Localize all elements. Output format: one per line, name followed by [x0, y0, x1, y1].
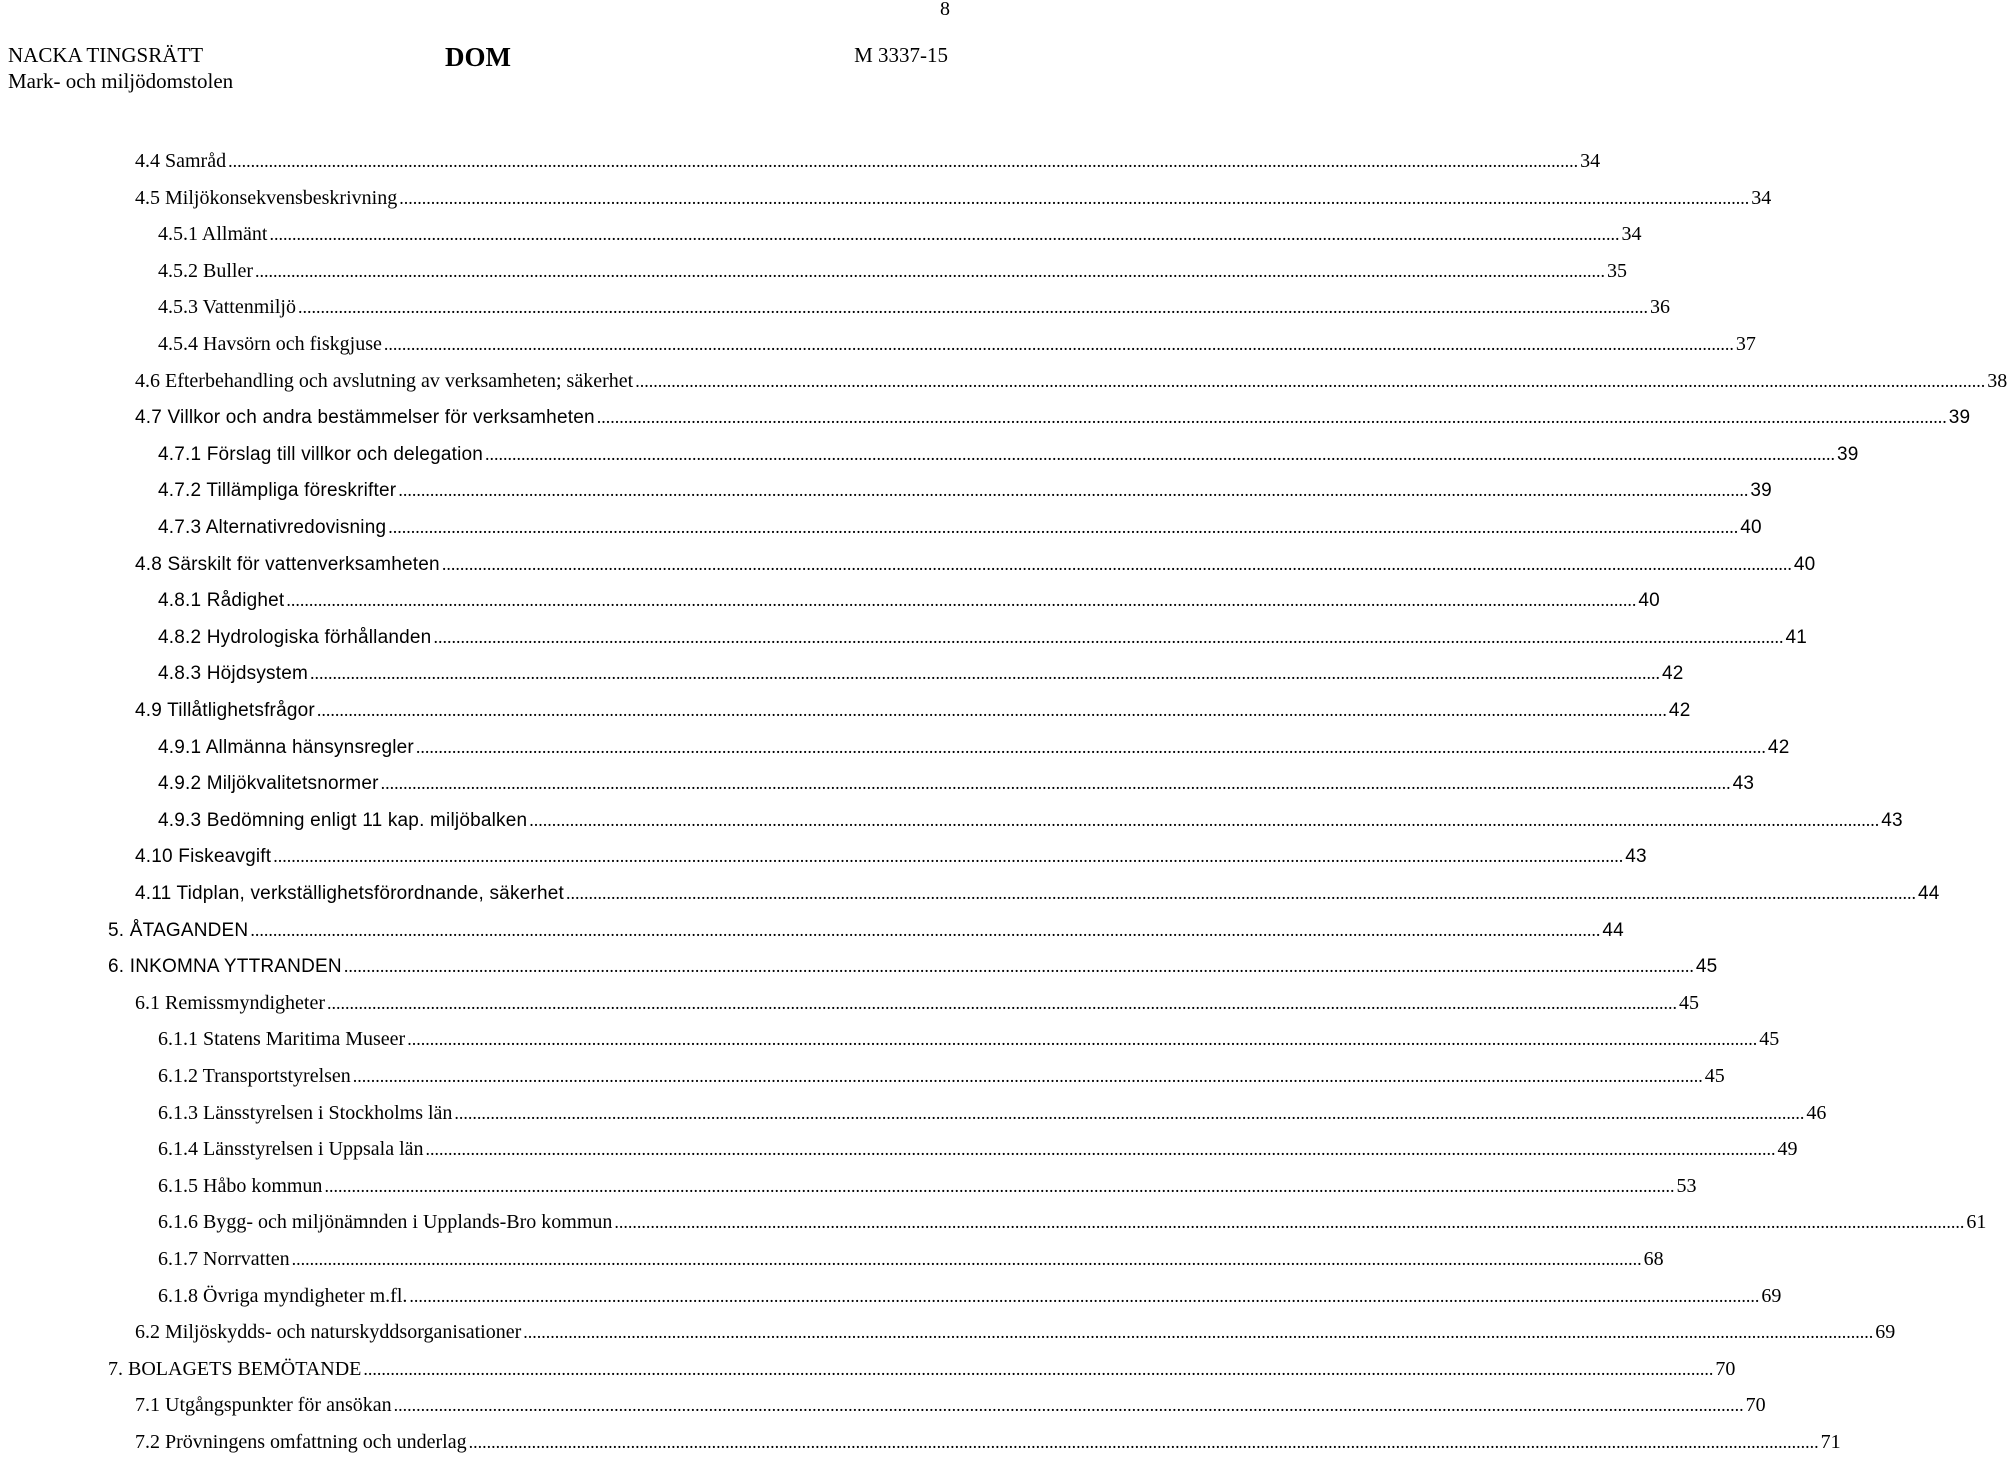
toc-entry-title: 7.1 Utgångspunkter för ansökan — [135, 1394, 392, 1416]
toc-entry-title: 6.1.4 Länsstyrelsen i Uppsala län — [158, 1138, 424, 1160]
toc-dot-leader: ............................................................................................................................................................................................................................................................................................................ — [291, 1249, 1642, 1269]
toc-entry-title: 4.8.2 Hydrologiska förhållanden — [158, 627, 432, 648]
toc-entry-title: 4.5.2 Buller — [158, 260, 253, 282]
toc-entry-title: 6.1.8 Övriga myndigheter m.fl. — [158, 1285, 408, 1307]
toc-entry-title: 4.6 Efterbehandling och avslutning av verksamheten; säkerhet — [135, 370, 634, 392]
toc-entry[interactable] — [108, 1354, 1736, 1384]
toc-entry-title: 6. INKOMNA YTTRANDEN — [108, 956, 342, 977]
toc-entry[interactable] — [158, 256, 1627, 286]
toc-dot-leader: ............................................................................................................................................................................................................................................................................................................ — [614, 1212, 1965, 1232]
toc-entry-page: 70 — [1745, 1394, 1766, 1416]
toc-dot-leader: ............................................................................................................................................................................................................................................................................................................ — [398, 480, 1749, 500]
toc-entry-title: 4.11 Tidplan, verkställighetsförordnande, säkerhet — [135, 883, 564, 904]
toc-dot-leader: ............................................................................................................................................................................................................................................................................................................ — [273, 846, 1624, 866]
toc-entry-title: 4.7.2 Tillämpliga föreskrifter — [158, 480, 397, 501]
toc-entry-title: 4.9.1 Allmänna hänsynsregler — [158, 737, 414, 758]
toc-entry[interactable] — [158, 512, 1762, 542]
toc-entry[interactable] — [158, 732, 1790, 762]
toc-entry-title: 4.7.1 Förslag till villkor och delegation — [158, 444, 484, 465]
toc-dot-leader: ............................................................................................................................................................................................................................................................................................................ — [269, 224, 1620, 244]
toc-entry[interactable] — [135, 1390, 1766, 1420]
toc-entry-title: 6.1.1 Statens Maritima Museer — [158, 1028, 406, 1050]
toc-dot-leader: ............................................................................................................................................................................................................................................................................................................ — [343, 956, 1694, 976]
toc-dot-leader: ............................................................................................................................................................................................................................................................................................................ — [352, 1066, 1703, 1086]
toc-entry-title: 4.9 Tillåtlighetsfrågor — [135, 700, 315, 721]
toc-dot-leader: ............................................................................................................................................................................................................................................................................................................ — [425, 1139, 1776, 1159]
toc-entry[interactable] — [158, 329, 1756, 359]
toc-entry-title: 4.7 Villkor och andra bestämmelser för verksamheten — [135, 407, 595, 428]
toc-entry-page: 53 — [1676, 1175, 1697, 1197]
toc-entry[interactable] — [158, 292, 1670, 322]
toc-entry-page: 42 — [1662, 663, 1684, 684]
toc-dot-leader: ............................................................................................................................................................................................................................................................................................................ — [310, 663, 1660, 683]
toc-entry[interactable] — [158, 658, 1684, 688]
toc-entry-page: 43 — [1881, 810, 1903, 831]
toc-entry-page: 46 — [1806, 1102, 1827, 1124]
toc-entry-page: 68 — [1643, 1248, 1664, 1270]
toc-entry-title: 4.5 Miljökonsekvensbeskrivning — [135, 187, 398, 209]
toc-entry[interactable] — [108, 915, 1624, 945]
toc-entry-title: 4.9.2 Miljökvalitetsnormer — [158, 773, 379, 794]
toc-entry-page: 34 — [1580, 150, 1601, 172]
court-name-line2: Mark- och miljödomstolen — [8, 69, 234, 93]
toc-entry-title: 4.5.3 Vattenmiljö — [158, 296, 296, 318]
toc-dot-leader: ............................................................................................................................................................................................................................................................................................................ — [523, 1322, 1874, 1342]
case-number: M 3337-15 — [854, 43, 948, 67]
page-number: 8 — [940, 0, 950, 20]
toc-dot-leader: ............................................................................................................................................................................................................................................................................................................ — [529, 810, 1880, 830]
toc-entry-page: 41 — [1785, 627, 1807, 648]
toc-entry-page: 42 — [1767, 737, 1790, 758]
toc-entry[interactable] — [158, 219, 1642, 249]
toc-entry-page: 69 — [1761, 1285, 1782, 1307]
toc-entry-title: 7.2 Prövningens omfattning och underlag — [135, 1431, 467, 1453]
toc-entry-page: 49 — [1777, 1138, 1798, 1160]
toc-entry-page: 71 — [1820, 1431, 1841, 1453]
toc-dot-leader: ............................................................................................................................................................................................................................................................................................................ — [596, 407, 1947, 427]
toc-entry[interactable] — [135, 146, 1601, 176]
toc-entry-page: 44 — [1602, 920, 1624, 941]
toc-entry[interactable] — [135, 988, 1699, 1018]
toc-entry[interactable] — [158, 585, 1660, 615]
toc-dot-leader: ............................................................................................................................................................................................................................................................................................................ — [286, 590, 1637, 610]
toc-entry-page: 39 — [1750, 480, 1772, 501]
toc-dot-leader: ............................................................................................................................................................................................................................................................................................................ — [468, 1432, 1819, 1452]
toc-entry[interactable] — [135, 183, 1772, 213]
toc-dot-leader: ............................................................................................................................................................................................................................................................................................................ — [485, 444, 1836, 464]
toc-entry[interactable] — [135, 402, 1971, 432]
toc-dot-leader: ............................................................................................................................................................................................................................................................................................................ — [635, 371, 1986, 391]
toc-entry-page: 45 — [1695, 956, 1718, 977]
toc-dot-leader: ............................................................................................................................................................................................................................................................................................................ — [316, 700, 1667, 720]
document-type: DOM — [445, 42, 511, 72]
toc-dot-leader: ............................................................................................................................................................................................................................................................................................................ — [297, 297, 1648, 317]
toc-entry[interactable] — [158, 439, 1859, 469]
toc-entry[interactable] — [158, 1171, 1697, 1201]
toc-dot-leader: ............................................................................................................................................................................................................................................................................................................ — [409, 1286, 1760, 1306]
toc-entry-title: 4.10 Fiskeavgift — [135, 846, 272, 867]
toc-entry[interactable] — [158, 622, 1807, 652]
toc-entry-page: 45 — [1704, 1065, 1725, 1087]
toc-dot-leader: ............................................................................................................................................................................................................................................................................................................ — [363, 1359, 1714, 1379]
toc-dot-leader: ............................................................................................................................................................................................................................................................................................................ — [454, 1103, 1805, 1123]
toc-entry-page: 35 — [1607, 260, 1627, 282]
toc-entry[interactable] — [158, 1281, 1782, 1311]
toc-dot-leader: ............................................................................................................................................................................................................................................................................................................ — [399, 188, 1750, 208]
toc-entry[interactable] — [135, 695, 1691, 725]
toc-dot-leader: ............................................................................................................................................................................................................................................................................................................ — [407, 1029, 1758, 1049]
toc-entry-page: 45 — [1759, 1028, 1780, 1050]
toc-entry-title: 4.4 Samråd — [135, 150, 227, 172]
toc-entry-page: 43 — [1732, 773, 1755, 794]
toc-entry-page: 39 — [1837, 444, 1859, 465]
toc-entry-page: 40 — [1638, 590, 1660, 611]
toc-dot-leader: ............................................................................................................................................................................................................................................................................................................ — [250, 920, 1601, 940]
toc-entry[interactable] — [135, 366, 2007, 396]
toc-dot-leader: ............................................................................................................................................................................................................................................................................................................ — [393, 1395, 1744, 1415]
toc-entry[interactable] — [158, 1061, 1725, 1091]
toc-entry[interactable] — [158, 768, 1755, 798]
toc-entry[interactable] — [158, 1024, 1780, 1054]
toc-entry-page: 34 — [1751, 187, 1772, 209]
toc-dot-leader: ............................................................................................................................................................................................................................................................................................................ — [326, 993, 1677, 1013]
toc-dot-leader: ............................................................................................................................................................................................................................................................................................................ — [383, 334, 1734, 354]
toc-entry-title: 7. BOLAGETS BEMÖTANDE — [108, 1358, 362, 1380]
toc-entry[interactable] — [158, 1207, 1987, 1237]
toc-entry-title: 6.1 Remissmyndigheter — [135, 992, 325, 1014]
toc-entry-title: 5. ÅTAGANDEN — [108, 920, 249, 941]
toc-dot-leader: ............................................................................................................................................................................................................................................................................................................ — [565, 883, 1916, 903]
toc-entry[interactable] — [135, 841, 1647, 871]
toc-entry[interactable] — [135, 878, 1940, 908]
toc-dot-leader: ............................................................................................................................................................................................................................................................................................................ — [388, 517, 1739, 537]
toc-dot-leader: ............................................................................................................................................................................................................................................................................................................ — [324, 1176, 1675, 1196]
toc-entry-title: 4.5.4 Havsörn och fiskgjuse — [158, 333, 382, 355]
toc-entry[interactable] — [158, 475, 1772, 505]
toc-entry-page: 69 — [1875, 1321, 1896, 1343]
toc-entry[interactable] — [108, 951, 1718, 981]
toc-entry-page: 38 — [1987, 370, 2007, 392]
toc-entry-page: 37 — [1735, 333, 1756, 355]
toc-entry-title: 4.5.1 Allmänt — [158, 223, 268, 245]
toc-dot-leader: ............................................................................................................................................................................................................................................................................................................ — [415, 737, 1766, 757]
toc-entry-page: 43 — [1625, 846, 1647, 867]
toc-entry-title: 4.8 Särskilt för vattenverksamheten — [135, 554, 440, 575]
toc-entry-page: 45 — [1678, 992, 1699, 1014]
toc-entry[interactable] — [158, 1134, 1798, 1164]
toc-entry-page: 40 — [1740, 517, 1762, 538]
toc-entry-page: 61 — [1966, 1211, 1987, 1233]
toc-dot-leader: ............................................................................................................................................................................................................................................................................................................ — [433, 627, 1784, 647]
toc-entry-page: 34 — [1621, 223, 1642, 245]
toc-dot-leader: ............................................................................................................................................................................................................................................................................................................ — [255, 261, 1605, 281]
toc-entry[interactable] — [135, 1427, 1841, 1457]
toc-entry[interactable] — [158, 1244, 1664, 1274]
toc-entry-title: 4.9.3 Bedömning enligt 11 kap. miljöbalken — [158, 810, 528, 831]
toc-entry[interactable] — [135, 1317, 1896, 1347]
toc-entry[interactable] — [135, 549, 1816, 579]
toc-dot-leader: ............................................................................................................................................................................................................................................................................................................ — [380, 773, 1731, 793]
document-header — [8, 42, 948, 102]
toc-entry-title: 4.8.3 Höjdsystem — [158, 663, 308, 684]
toc-entry-title: 6.1.2 Transportstyrelsen — [158, 1065, 351, 1087]
toc-entry-page: 44 — [1917, 883, 1940, 904]
toc-entry-page: 42 — [1668, 700, 1691, 721]
toc-dot-leader: ............................................................................................................................................................................................................................................................................................................ — [441, 554, 1792, 574]
toc-entry-title: 6.1.6 Bygg- och miljönämnden i Upplands-Bro kommun — [158, 1211, 613, 1233]
toc-entry-title: 6.1.7 Norrvatten — [158, 1248, 290, 1270]
toc-entry-title: 6.1.3 Länsstyrelsen i Stockholms län — [158, 1102, 453, 1124]
toc-entry-title: 6.2 Miljöskydds- och naturskyddsorganisationer — [135, 1321, 522, 1343]
toc-entry-title: 6.1.5 Håbo kommun — [158, 1175, 323, 1197]
toc-dot-leader: ............................................................................................................................................................................................................................................................................................................ — [228, 151, 1579, 171]
toc-entry-page: 36 — [1649, 296, 1670, 318]
toc-entry-page: 39 — [1948, 407, 1971, 428]
toc-entry-page: 40 — [1793, 554, 1816, 575]
toc-entry[interactable] — [158, 1098, 1827, 1128]
toc-entry-page: 70 — [1715, 1358, 1736, 1380]
toc-entry-title: 4.7.3 Alternativredovisning — [158, 517, 387, 538]
court-name-line1: NACKA TINGSRÄTT — [8, 43, 204, 67]
toc-entry[interactable] — [158, 805, 1903, 835]
toc-entry-title: 4.8.1 Rådighet — [158, 590, 285, 611]
